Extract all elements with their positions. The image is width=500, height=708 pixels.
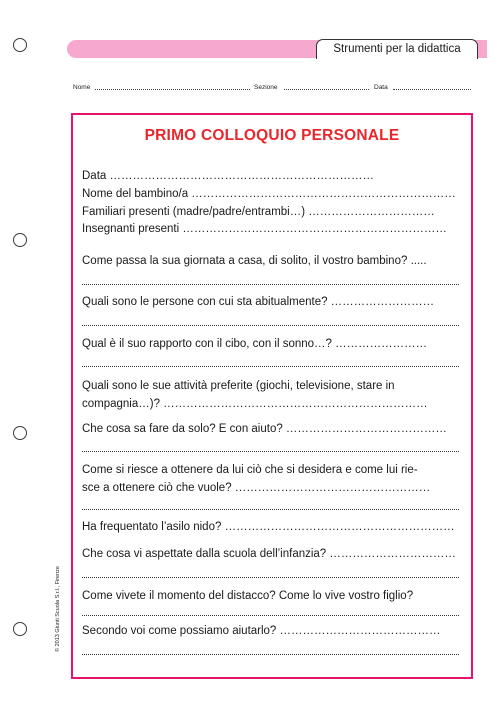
question-10: Secondo voi come possiamo aiutarlo? …………………………………… xyxy=(82,625,441,637)
student-fields xyxy=(73,82,473,94)
copyright-notice: © 2013 Giunti Scuola S.r.l., Firenze xyxy=(55,566,61,652)
answer-line[interactable] xyxy=(82,615,459,616)
line-insegnanti: Insegnanti presenti …………………………………………………………… xyxy=(82,223,447,235)
field-nome-label: Nome xyxy=(73,84,91,91)
question-6-line-2: sce a ottenere ciò che vuole? …………………………………………… xyxy=(82,482,431,494)
answer-line[interactable] xyxy=(82,284,459,285)
answer-line[interactable] xyxy=(82,509,459,510)
line-familiari: Familiari presenti (madre/padre/entrambi…) …………………………… xyxy=(82,206,435,218)
question-4-line-1: Quali sono le sue attività preferite (giochi, televisione, stare in xyxy=(82,380,395,392)
line-nome-bambino: Nome del bambino/a …………………………………………………………… xyxy=(82,188,456,200)
question-6-line-1: Come si riesce a ottenere da lui ciò che si desidera e come lui rie- xyxy=(82,464,418,476)
field-sezione-line[interactable] xyxy=(284,89,369,90)
question-5: Che cosa sa fare da solo? E con aiuto? …………………………………… xyxy=(82,423,447,435)
question-1: Come passa la sua giornata a casa, di solito, il vostro bambino? ..... xyxy=(82,255,427,267)
card-title: PRIMO COLLOQUIO PERSONALE xyxy=(144,127,400,144)
question-2: Quali sono le persone con cui sta abitualmente? ……………………… xyxy=(82,296,435,308)
question-7: Ha frequentato l’asilo nido? …………………………………………………… xyxy=(82,521,455,533)
answer-line[interactable] xyxy=(82,325,459,326)
binder-hole-2 xyxy=(13,233,27,247)
field-nome-line[interactable] xyxy=(95,89,250,90)
binder-hole-1 xyxy=(13,38,27,52)
binder-hole-3 xyxy=(13,426,27,440)
header-tab-label: Strumenti per la didattica xyxy=(316,39,478,59)
question-4-line-2: compagnia…)? …………………………………………………………… xyxy=(82,398,428,410)
answer-line[interactable] xyxy=(82,577,459,578)
answer-line[interactable] xyxy=(82,654,459,655)
field-data-label: Data xyxy=(374,84,388,91)
field-data-line[interactable] xyxy=(393,89,471,90)
answer-line[interactable] xyxy=(82,451,459,452)
question-3: Qual è il suo rapporto con il cibo, con il sonno…? …………………… xyxy=(82,338,428,350)
question-8: Che cosa vi aspettate dalla scuola dell’infanzia? …………………………… xyxy=(82,548,456,560)
binder-hole-4 xyxy=(13,622,27,636)
line-data: Data …………………………………………………………… xyxy=(82,170,374,182)
field-sezione-label: Sezione xyxy=(254,84,278,91)
answer-line[interactable] xyxy=(82,366,459,367)
question-9: Come vivete il momento del distacco? Come lo vive vostro figlio? xyxy=(82,590,414,602)
